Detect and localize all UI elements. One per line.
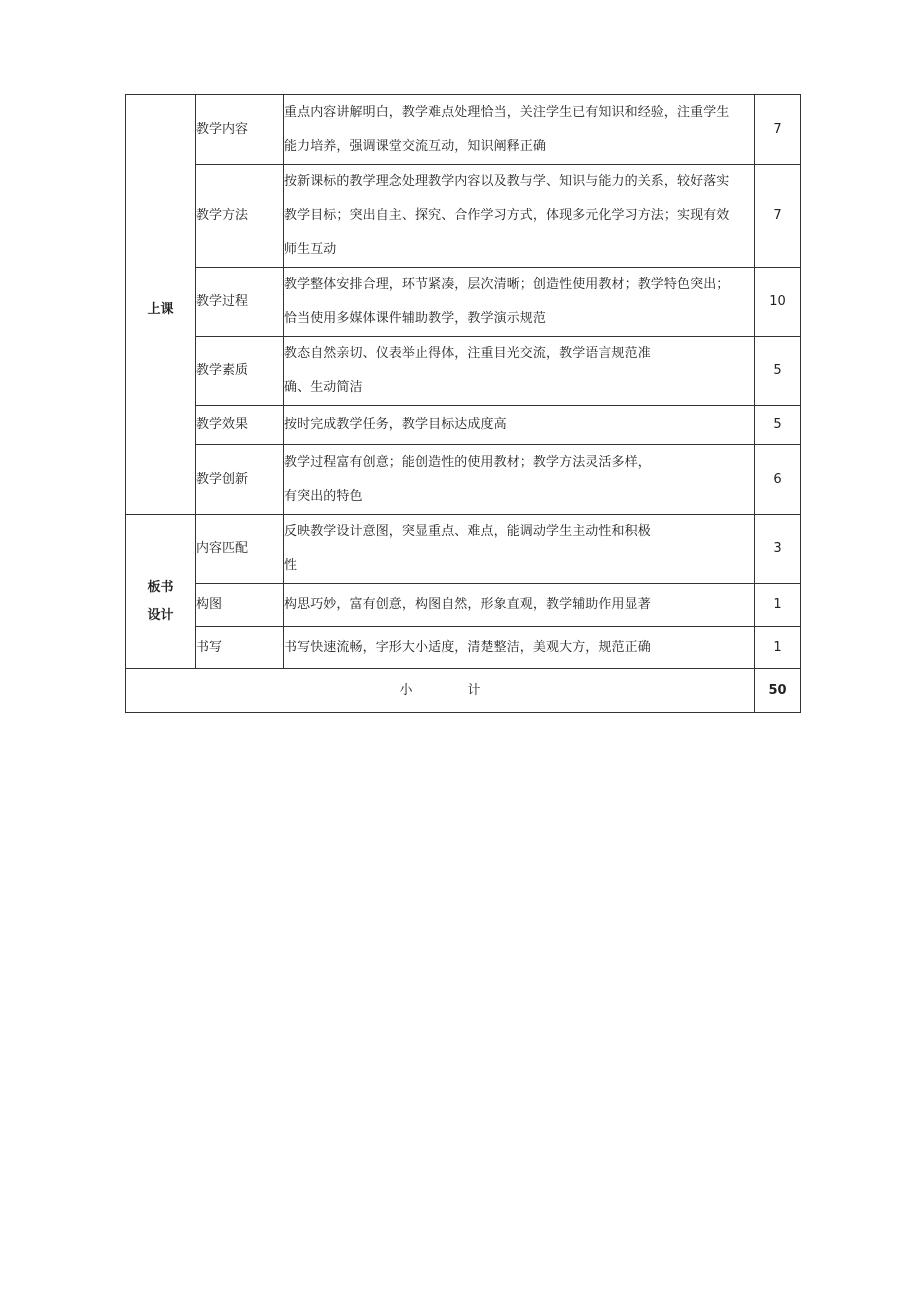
criteria-line: 书写快速流畅，字形大小适度，清楚整洁，美观大方，规范正确 bbox=[284, 639, 651, 655]
score-value: 5 bbox=[755, 406, 801, 445]
item-label: 教学内容 bbox=[196, 95, 284, 165]
criteria-line: 确、生动简洁 bbox=[284, 380, 363, 395]
criteria-line: 教学整体安排合理，环节紧凑，层次清晰；创造性使用教材；教学特色突出； bbox=[284, 277, 730, 292]
evaluation-table bbox=[125, 94, 801, 713]
table-row bbox=[126, 165, 801, 268]
score-value: 1 bbox=[755, 584, 801, 627]
item-label: 教学方法 bbox=[196, 165, 284, 268]
table-row bbox=[126, 515, 801, 584]
criteria-text bbox=[284, 406, 755, 445]
criteria-text bbox=[284, 268, 755, 337]
table-row bbox=[126, 584, 801, 627]
category-lesson: 上课 bbox=[126, 95, 196, 515]
item-label: 教学过程 bbox=[196, 268, 284, 337]
criteria-line: 教学过程富有创意；能创造性的使用教材；教学方法灵活多样， bbox=[284, 454, 651, 470]
subtotal-score: 50 bbox=[755, 669, 801, 713]
table-row bbox=[126, 95, 801, 165]
score-value: 10 bbox=[755, 268, 801, 337]
item-label: 教学效果 bbox=[196, 406, 284, 445]
category-line: 板书 bbox=[147, 579, 174, 595]
criteria-line: 有突出的特色 bbox=[284, 488, 363, 504]
criteria-text bbox=[284, 95, 755, 165]
table-row bbox=[126, 627, 801, 669]
score-value: 7 bbox=[755, 165, 801, 268]
criteria-line: 教学目标；突出自主、探究、合作学习方式，体现多元化学习方法；实现有效 bbox=[284, 208, 730, 223]
table-row bbox=[126, 445, 801, 515]
score-value: 7 bbox=[755, 95, 801, 165]
score-value: 5 bbox=[755, 337, 801, 406]
score-value: 1 bbox=[755, 627, 801, 669]
subtotal-label-left: 小 bbox=[399, 682, 413, 698]
table-row bbox=[126, 268, 801, 337]
criteria-line: 反映教学设计意图，突显重点、难点，能调动学生主动性和积极 bbox=[284, 524, 651, 539]
criteria-line: 师生互动 bbox=[284, 242, 337, 257]
criteria-line: 性 bbox=[284, 558, 298, 573]
subtotal-label bbox=[126, 669, 755, 713]
category-line: 设计 bbox=[147, 607, 174, 623]
category-board-design bbox=[126, 515, 196, 669]
criteria-text bbox=[284, 627, 755, 669]
total-row bbox=[126, 669, 801, 713]
criteria-line: 构思巧妙，富有创意，构图自然，形象直观，教学辅助作用显著 bbox=[284, 597, 651, 612]
criteria-text bbox=[284, 584, 755, 627]
score-value: 6 bbox=[755, 445, 801, 515]
item-label: 构图 bbox=[196, 584, 284, 627]
criteria-line: 按新课标的教学理念处理教学内容以及教与学、知识与能力的关系，较好落实 bbox=[284, 174, 730, 189]
item-label: 教学创新 bbox=[196, 445, 284, 515]
criteria-line: 重点内容讲解明白，教学难点处理恰当，关注学生已有知识和经验，注重学生 bbox=[284, 104, 730, 120]
criteria-line: 按时完成教学任务，教学目标达成度高 bbox=[284, 417, 507, 432]
criteria-text bbox=[284, 445, 755, 515]
criteria-line: 恰当使用多媒体课件辅助教学，教学演示规范 bbox=[284, 311, 547, 326]
criteria-text bbox=[284, 515, 755, 584]
criteria-text bbox=[284, 165, 755, 268]
score-value: 3 bbox=[755, 515, 801, 584]
item-label: 书写 bbox=[196, 627, 284, 669]
criteria-line: 能力培养，强调课堂交流互动，知识阐释正确 bbox=[284, 138, 547, 154]
table-row bbox=[126, 337, 801, 406]
item-label: 教学素质 bbox=[196, 337, 284, 406]
subtotal-label-right: 计 bbox=[467, 682, 481, 698]
criteria-text bbox=[284, 337, 755, 406]
criteria-line: 教态自然亲切、仪表举止得体，注重目光交流，教学语言规范准 bbox=[284, 346, 651, 361]
item-label: 内容匹配 bbox=[196, 515, 284, 584]
table-row bbox=[126, 406, 801, 445]
